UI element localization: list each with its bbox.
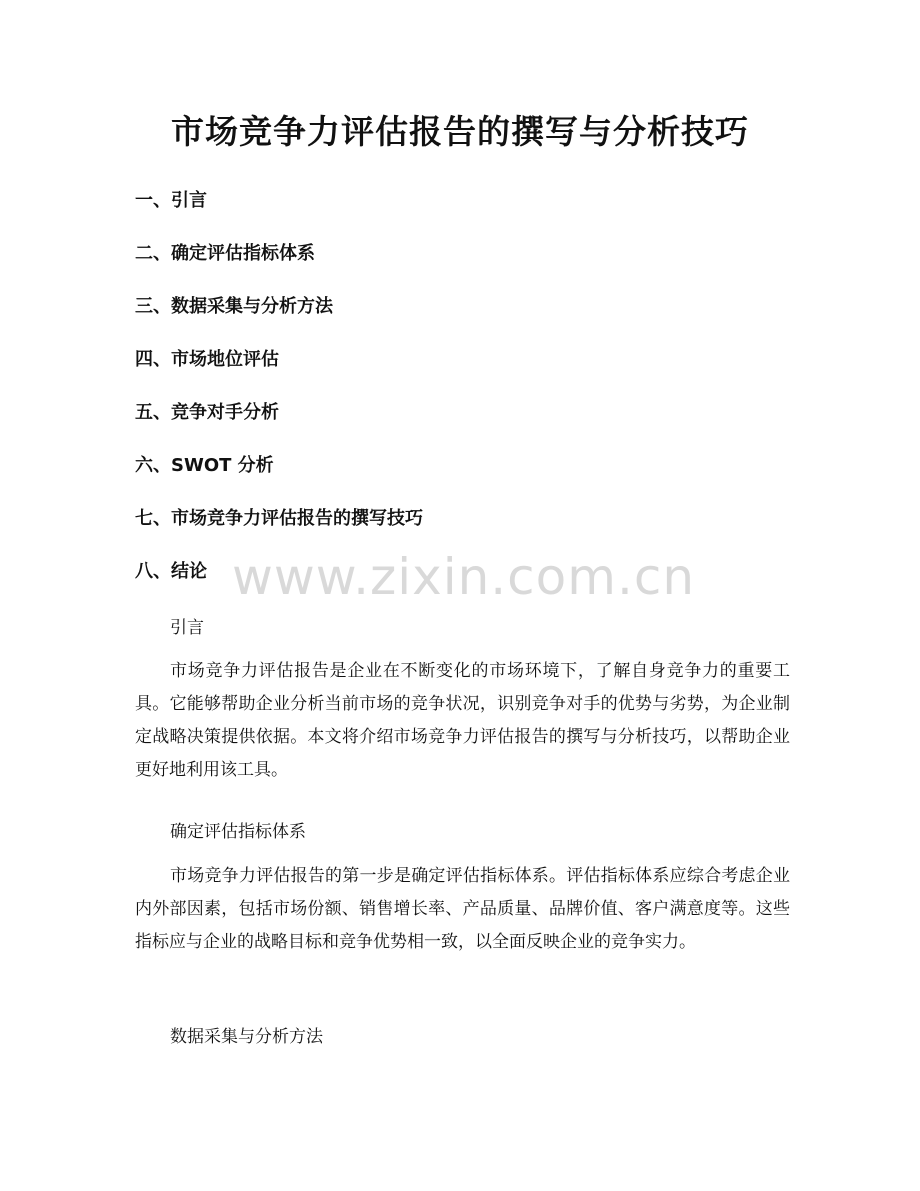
toc-item: 一、引言 [135, 190, 207, 211]
toc-item: 三、数据采集与分析方法 [135, 296, 333, 317]
paragraph-intro: 市场竞争力评估报告是企业在不断变化的市场环境下，了解自身竞争力的重要工具。它能够帮助企业分析当前市场的竞争状况，识别竞争对手的优势与劣势，为企业制定战略决策提供依据。本文将介绍市场竞争力评估报告的撰写与分析技巧，以帮助企业更好地利用该工具。 [135, 661, 790, 780]
toc-item: 七、市场竞争力评估报告的撰写技巧 [135, 508, 423, 529]
watermark: www.zixin.com.cn [232, 548, 696, 606]
document-title: 市场竞争力评估报告的撰写与分析技巧 [171, 112, 749, 151]
toc-item: 六、SWOT 分析 [135, 455, 274, 476]
toc-item: 二、确定评估指标体系 [135, 243, 315, 264]
toc-item: 四、市场地位评估 [135, 349, 279, 370]
toc-item: 五、竞争对手分析 [135, 402, 279, 423]
section-heading-data-methods: 数据采集与分析方法 [170, 1027, 323, 1047]
paragraph-indicators: 市场竞争力评估报告的第一步是确定评估指标体系。评估指标体系应综合考虑企业内外部因素，包括市场份额、销售增长率、产品质量、品牌价值、客户满意度等。这些指标应与企业的战略目标和竞争优势相一致，以全面反映企业的竞争实力。 [135, 866, 790, 952]
toc-item: 八、结论 [135, 561, 207, 582]
section-heading-indicators: 确定评估指标体系 [170, 822, 306, 842]
section-heading-intro: 引言 [170, 618, 204, 638]
